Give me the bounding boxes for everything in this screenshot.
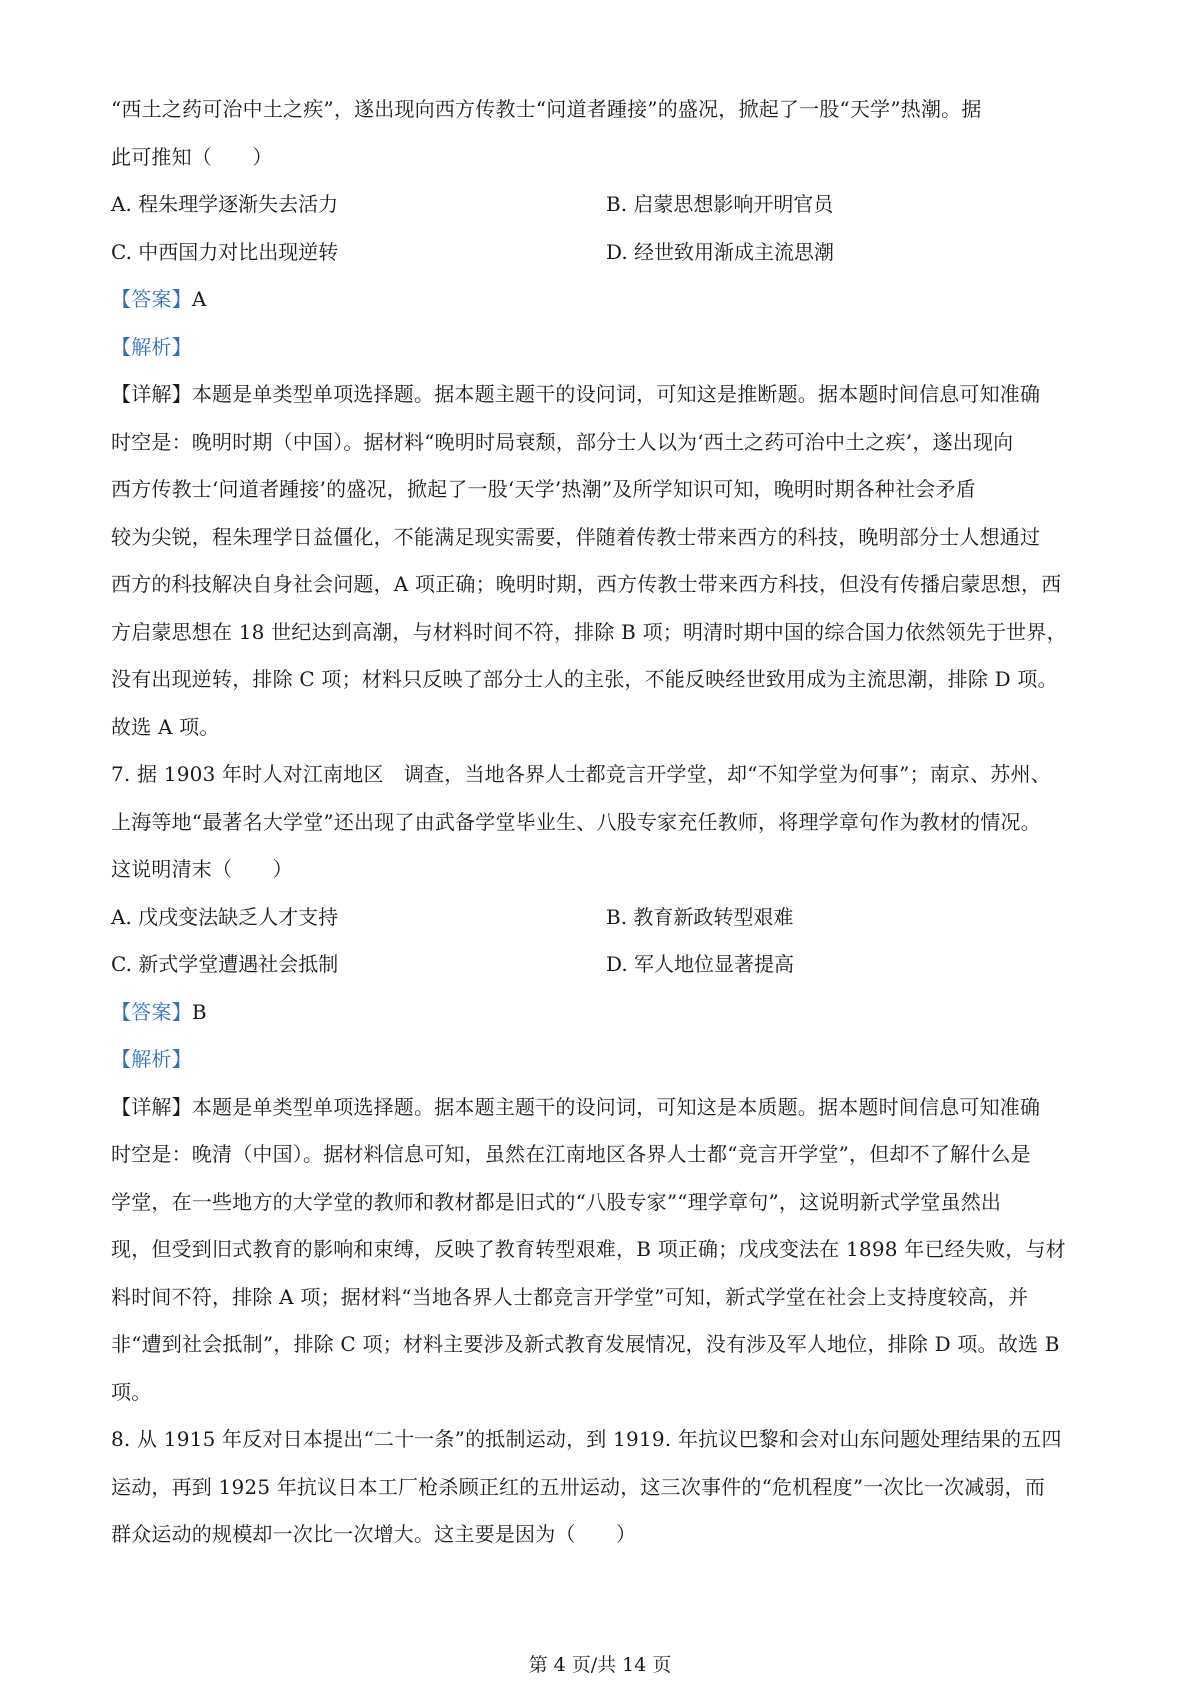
detail-line xyxy=(111,1084,1101,1132)
answer-line xyxy=(111,276,1101,324)
analysis-line xyxy=(111,324,1101,372)
question-stem-line: 运动，再到 1925 年抗议日本工厂枪杀顾正红的五卅运动，这三次事件的“危机程度”一次比一次减弱，而 xyxy=(111,1474,1046,1499)
question-8 xyxy=(111,1416,1101,1559)
analysis-tag: 【解析】 xyxy=(111,334,192,359)
detail-line: 方启蒙思想在 18 世纪达到高潮，与材料时间不符，排除 B 项；明清时期中国的综合国力依然领先于世界， xyxy=(111,619,1067,644)
detail-line: 时空是：晚清（中国）。据材料信息可知，虽然在江南地区各界人士都“竞言开学堂”，但却不了解什么是 xyxy=(111,1142,1031,1166)
question-7 xyxy=(111,751,1101,1416)
detail-line xyxy=(111,371,1101,419)
detail-line: 时空是：晚明时期（中国）。据材料“晚明时局衰颓，部分士人以为‘西土之药可治中土之疾’，遂出现向 xyxy=(111,429,1014,454)
document-page xyxy=(111,86,1101,1559)
detail-line: 故选 A 项。 xyxy=(111,714,220,739)
answer-value: B xyxy=(191,999,207,1024)
question-stem-line: 这说明清末（ ） xyxy=(111,857,293,881)
question-6 xyxy=(111,86,1101,751)
detail-line: 料时间不符，排除 A 项；据材料“当地各界人士都竞言开学堂”可知，新式学堂在社会上支持度较高，并 xyxy=(111,1284,1029,1309)
options-row xyxy=(111,181,1101,229)
question-stem-line: “西土之药可治中土之疾”，遂出现向西方传教士“问道者踵接”的盛况，掀起了一股“天学”热潮。据 xyxy=(111,97,982,121)
detail-line: 项。 xyxy=(111,1379,152,1404)
option-a: A. 戊戌变法缺乏人才支持 xyxy=(111,904,339,929)
detail-line: 现，但受到旧式教育的影响和束缚，反映了教育转型艰难，B 项正确；戊戌变法在 1898 年已经失败，与材 xyxy=(111,1237,1066,1261)
detail-tag: 【详解】 xyxy=(111,1094,192,1119)
analysis-line xyxy=(111,1036,1101,1084)
option-d: D. 军人地位显著提高 xyxy=(606,952,795,976)
option-b: B. 教育新政转型艰难 xyxy=(606,904,794,929)
question-stem-line: 上海等地“最著名大学堂”还出现了由武备学堂毕业生、八股专家充任教师，将理学章句作为教材的情况。 xyxy=(111,809,1041,834)
answer-line xyxy=(111,989,1101,1037)
answer-tag: 【答案】 xyxy=(111,287,192,311)
option-b: B. 启蒙思想影响开明官员 xyxy=(606,192,834,216)
options-row xyxy=(111,941,1101,989)
detail-line: 较为尖锐，程朱理学日益僵化，不能满足现实需要，伴随着传教士带来西方的科技，晚明部分士人想通过 xyxy=(111,524,1041,549)
detail-text: 本题是单类型单项选择题。据本题主题干的设问词，可知这是推断题。据本题时间信息可知准确 xyxy=(191,382,1041,406)
option-c: C. 中西国力对比出现逆转 xyxy=(111,239,339,264)
detail-line: 西方传教士‘问道者踵接’的盛况，掀起了一股‘天学’热潮”及所学知识可知，晚明时期各种社会矛盾 xyxy=(111,477,976,501)
question-stem-line: 此可推知（ ） xyxy=(111,144,273,169)
question-stem-line: 8. 从 1915 年反对日本提出“二十一条”的抵制运动，到 1919. 年抗议巴黎和会对山东问题处理结果的五四 xyxy=(111,1427,1062,1451)
option-c: C. 新式学堂遭遇社会抵制 xyxy=(111,952,339,976)
answer-value: A xyxy=(191,287,207,311)
page-number: 第 4 页/共 14 页 xyxy=(528,1654,672,1676)
detail-line: 没有出现逆转，排除 C 项；材料只反映了部分士人的主张，不能反映经世致用成为主流思潮，排除 D 项。 xyxy=(111,667,1058,691)
analysis-tag: 【解析】 xyxy=(111,1047,192,1071)
detail-text: 本题是单类型单项选择题。据本题主题干的设问词，可知这是本质题。据本题时间信息可知准确 xyxy=(191,1094,1041,1119)
question-stem-line: 群众运动的规模却一次比一次增大。这主要是因为（ ） xyxy=(111,1522,637,1546)
option-d: D. 经世致用渐成主流思潮 xyxy=(606,239,835,264)
answer-tag: 【答案】 xyxy=(111,999,192,1024)
detail-line: 西方的科技解决自身社会问题，A 项正确；晚明时期，西方传教士带来西方科技，但没有传播启蒙思想，西 xyxy=(111,572,1062,596)
detail-line: 非“遭到社会抵制”，排除 C 项；材料主要涉及新式教育发展情况，没有涉及军人地位，排除 D 项。故选 B xyxy=(111,1332,1060,1356)
question-stem-line: 7. 据 1903 年时人对江南地区 调查，当地各界人士都竞言开学堂，却“不知学堂为何事”；南京、苏州、 xyxy=(111,762,1051,786)
options-row xyxy=(111,229,1101,277)
detail-line: 学堂，在一些地方的大学堂的教师和教材都是旧式的“八股专家”“理学章句”，这说明新式学堂虽然出 xyxy=(111,1189,1002,1214)
options-row xyxy=(111,894,1101,942)
option-a: A. 程朱理学逐渐失去活力 xyxy=(111,192,339,216)
detail-tag: 【详解】 xyxy=(111,382,192,406)
